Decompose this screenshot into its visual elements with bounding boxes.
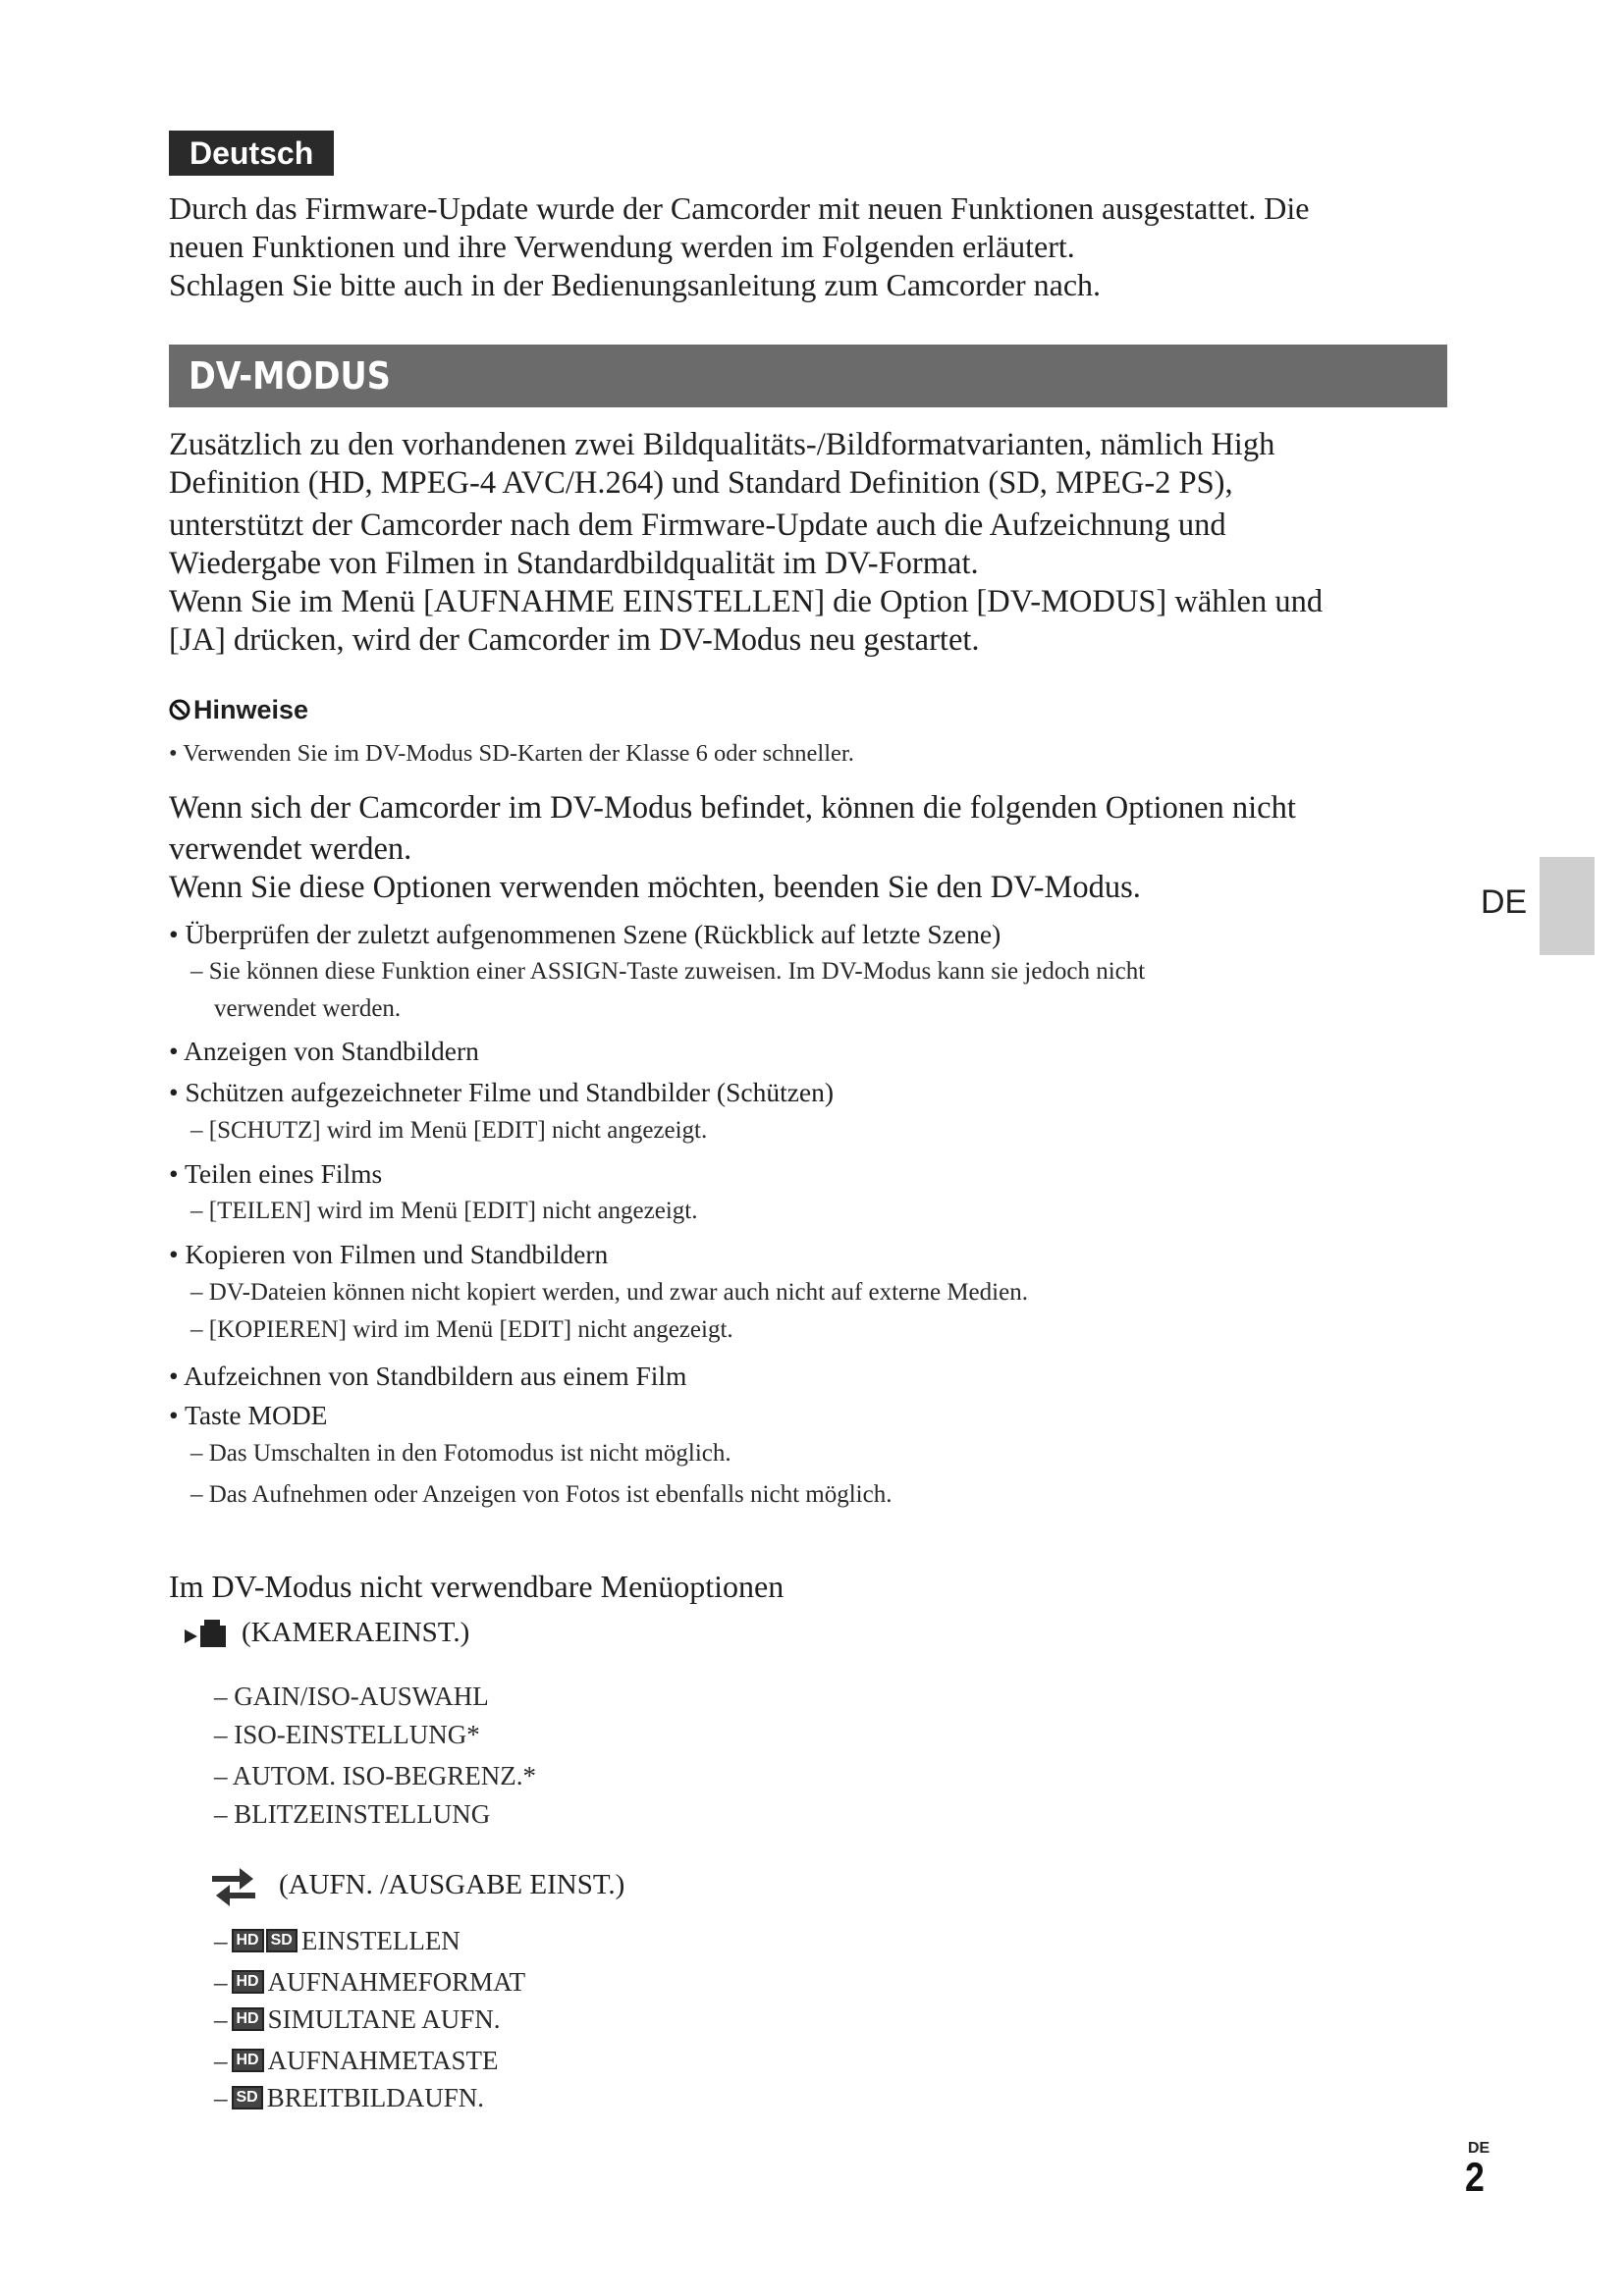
intro-line: Schlagen Sie bitte auch in der Bedienungsanleitung zum Camcorder nach.	[169, 267, 1102, 302]
menu-item-text: AUFNAHMEFORMAT	[267, 1967, 526, 1997]
category-rec-output	[206, 1863, 624, 1906]
restriction-bullet: • Kopieren von Filmen und Standbildern	[169, 1239, 609, 1269]
menu-item: – AUTOM. ISO-BEGRENZ.*	[214, 1761, 537, 1790]
menu-item	[214, 1963, 525, 2001]
restriction-sub: – Sie können diese Funktion einer ASSIGN-Taste zuweisen. Im DV-Modus kann sie jedoch nicht	[190, 958, 1146, 985]
intro-line: Durch das Firmware-Update wurde der Camcorder mit neuen Funktionen ausgestattet. Die	[169, 190, 1310, 226]
swap-arrows-icon	[206, 1863, 265, 1906]
restriction-bullet: • Schützen aufgezeichneter Filme und Standbilder (Schützen)	[169, 1077, 835, 1107]
restrictions-intro-line: Wenn Sie diese Optionen verwenden möchten, beenden Sie den DV-Modus.	[169, 870, 1141, 905]
menu-item-text: BREITBILDAUFN.	[266, 2083, 484, 2112]
restriction-sub: – [SCHUTZ] wird im Menü [EDIT] nicht angezeigt.	[190, 1117, 708, 1144]
hd-badge-icon: HD	[232, 1970, 264, 1994]
menu-item-prefix: –	[214, 1926, 228, 1955]
menu-item-text: EINSTELLEN	[300, 1926, 460, 1955]
menu-item: – BLITZEINSTELLUNG	[214, 1799, 491, 1829]
restriction-bullet: • Taste MODE	[169, 1400, 328, 1430]
restrictions-intro	[169, 789, 1445, 907]
menu-item	[214, 2042, 498, 2079]
side-tab-label: DE	[1481, 883, 1528, 921]
language-label: Deutsch	[169, 131, 334, 176]
sd-badge-icon: SD	[266, 1929, 298, 1952]
notes-heading-label: Hinweise	[193, 695, 309, 724]
restriction-sub: – Das Aufnehmen oder Anzeigen von Fotos ist ebenfalls nicht möglich.	[190, 1481, 893, 1508]
restriction-sub: verwendet werden.	[214, 995, 402, 1022]
restriction-sub: – Das Umschalten in den Fotomodus ist nicht möglich.	[190, 1440, 731, 1467]
description-line: unterstützt der Camcorder nach dem Firmware-Update auch die Aufzeichnung und	[169, 507, 1226, 543]
page-number: 2	[1465, 2154, 1485, 2200]
menu-options-title: Im DV-Modus nicht verwendbare Menüoptionen	[169, 1569, 785, 1604]
restrictions-intro-line: verwendet werden.	[169, 831, 412, 867]
description-line: [JA] drücken, wird der Camcorder im DV-Modus neu gestartet.	[169, 622, 980, 658]
menu-item-text: SIMULTANE AUFN.	[267, 2004, 501, 2034]
menu-item: – GAIN/ISO-AUSWAHL	[214, 1682, 489, 1711]
notes-heading	[169, 692, 308, 727]
restriction-sub: – [TEILEN] wird im Menü [EDIT] nicht angezeigt.	[190, 1198, 698, 1224]
section-description	[169, 426, 1445, 660]
hd-badge-icon: HD	[232, 2007, 264, 2031]
page-language-code: DE	[1468, 2140, 1490, 2157]
menu-item-prefix: –	[214, 2083, 228, 2112]
restriction-sub: – [KOPIEREN] wird im Menü [EDIT] nicht angezeigt.	[190, 1316, 733, 1343]
description-line: Wiedergabe von Filmen in Standardbildqualität im DV-Format.	[169, 546, 979, 581]
language-side-tab	[1540, 857, 1595, 955]
description-line: Zusätzlich zu den vorhandenen zwei Bildqualitäts-/Bildformatvarianten, nämlich High	[169, 427, 1275, 462]
restrictions-intro-line: Wenn sich der Camcorder im DV-Modus befindet, können die folgenden Optionen nicht	[169, 790, 1296, 826]
category-rec-output-label: (AUFN. /AUSGABE EINST.)	[279, 1869, 625, 1900]
category-camera-label: (KAMERAEINST.)	[242, 1617, 470, 1648]
restriction-bullet: • Aufzeichnen von Standbildern aus einem Film	[169, 1361, 687, 1391]
menu-item: – ISO-EINSTELLUNG*	[214, 1720, 480, 1749]
category-camera	[181, 1613, 469, 1652]
restriction-bullet: • Anzeigen von Standbildern	[169, 1036, 479, 1066]
section-title: DV-MODUS	[189, 354, 391, 398]
menu-item-prefix: –	[214, 2046, 228, 2075]
hd-badge-icon: HD	[232, 1929, 264, 1952]
menu-item	[214, 1922, 460, 1959]
menu-item-prefix: –	[214, 2004, 228, 2034]
description-line: Definition (HD, MPEG-4 AVC/H.264) und Standard Definition (SD, MPEG-2 PS),	[169, 465, 1233, 501]
restriction-sub: – DV-Dateien können nicht kopiert werden, und zwar auch nicht auf externe Medien.	[190, 1279, 1028, 1306]
restriction-bullet: • Überprüfen der zuletzt aufgenommenen Szene (Rückblick auf letzte Szene)	[169, 919, 1001, 949]
intro-line: neuen Funktionen und ihre Verwendung werden im Folgenden erläutert.	[169, 229, 1075, 264]
hd-badge-icon: HD	[232, 2049, 264, 2072]
sd-badge-icon: SD	[232, 2086, 263, 2109]
description-line: Wenn Sie im Menü [AUFNAHME EINSTELLEN] die Option [DV-MODUS] wählen und	[169, 584, 1324, 619]
menu-item	[214, 2079, 484, 2116]
menu-item-text: AUFNAHMETASTE	[267, 2046, 499, 2075]
note-warning-icon	[169, 699, 190, 721]
menu-item-prefix: –	[214, 1967, 228, 1997]
menu-item	[214, 2001, 500, 2038]
note-item: • Verwenden Sie im DV-Modus SD-Karten der Klasse 6 oder schneller.	[169, 740, 854, 767]
intro-text	[169, 189, 1445, 304]
restriction-bullet: • Teilen eines Films	[169, 1158, 383, 1189]
